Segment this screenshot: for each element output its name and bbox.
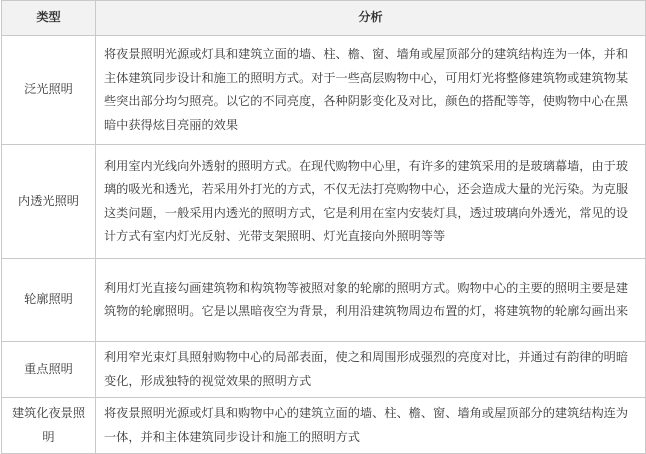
row-desc: 将夜景照明光源或灯具和建筑立面的墙、柱、檐、窗、墙角或屋顶部分的建筑结构连为一体，并和主体建筑同步设计和施工的照明方式。对于一些高层购物中心，可用灯光将整修建筑物或建筑物某些突出部分均匀照亮。以它的不同亮度，各种阴影变化及对比，颜色的搭配等等，使购物中心在黑暗中获得炫目亮丽的效果 <box>96 36 646 145</box>
table-row <box>2 145 646 259</box>
header-type: 类型 <box>2 1 96 36</box>
row-type: 建筑化夜景照明 <box>2 398 96 454</box>
row-desc: 利用灯光直接勾画建筑物和构筑物等被照对象的轮廓的照明方式。购物中心的主要的照明主要是建筑物的轮廓照明。它是以黑暗夜空为背景，利用沿建筑物周边布置的灯，将建筑物的轮廓勾画出来 <box>96 259 646 342</box>
table-row <box>2 342 646 398</box>
table-header-row <box>2 1 646 36</box>
table-row <box>2 398 646 454</box>
lighting-types-table <box>1 0 646 454</box>
row-type: 重点照明 <box>2 342 96 398</box>
row-desc: 利用室内光线向外透射的照明方式。在现代购物中心里，有许多的建筑采用的是玻璃幕墙，由于玻璃的吸光和透光，若采用外打光的方式，不仅无法打亮购物中心，还会造成大量的光污染。为克服这类问题，一般采用内透光的照明方式，它是利用在室内安装灯具，透过玻璃向外透光，常见的设计方式有室内灯光反射、光带支架照明、灯光直接向外照明等等 <box>96 145 646 259</box>
row-type: 轮廓照明 <box>2 259 96 342</box>
row-desc: 将夜景照明光源或灯具和购物中心的建筑立面的墙、柱、檐、窗、墙角或屋顶部分的建筑结构连为一体，并和主体建筑同步设计和施工的照明方式 <box>96 398 646 454</box>
table-row <box>2 259 646 342</box>
table-row <box>2 36 646 145</box>
row-type: 内透光照明 <box>2 145 96 259</box>
row-type: 泛光照明 <box>2 36 96 145</box>
row-desc: 利用窄光束灯具照射购物中心的局部表面，使之和周围形成强烈的亮度对比，并通过有韵律的明暗变化，形成独特的视觉效果的照明方式 <box>96 342 646 398</box>
header-analysis: 分析 <box>96 1 646 36</box>
